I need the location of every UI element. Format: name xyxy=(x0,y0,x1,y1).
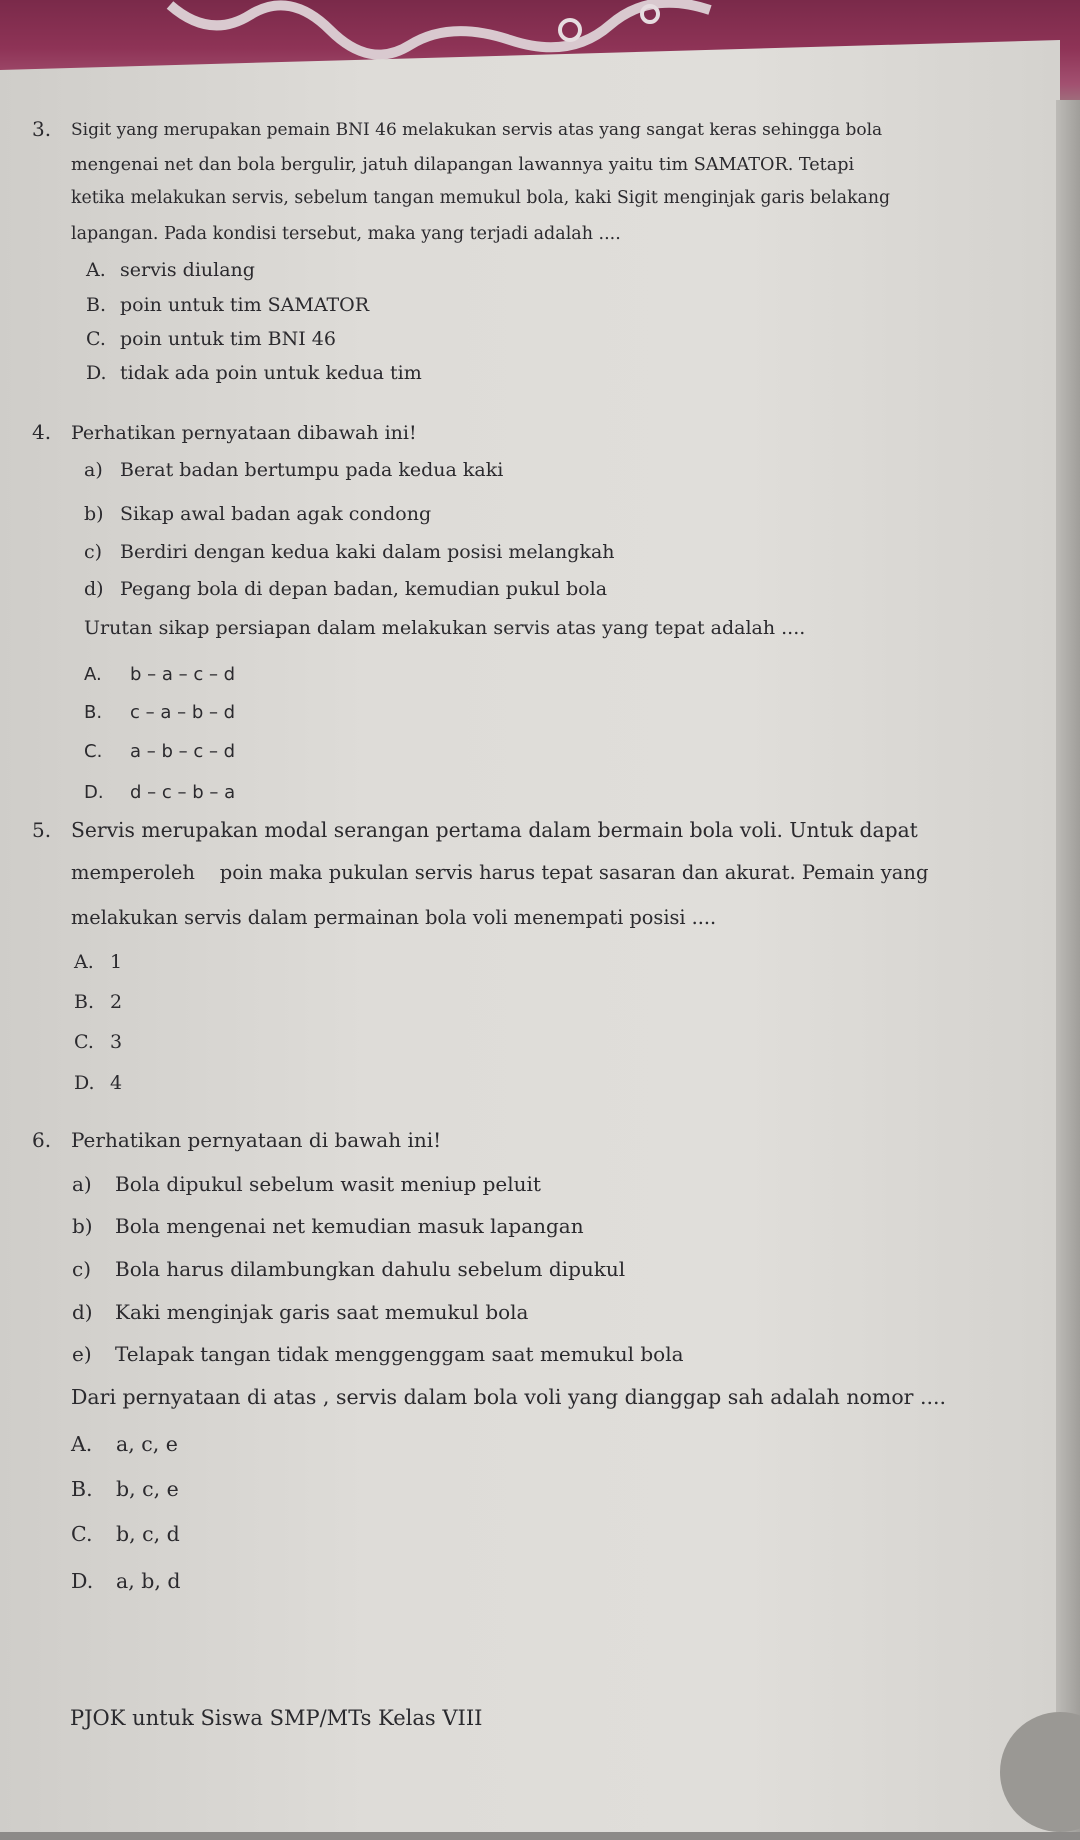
question-number: 4. xyxy=(32,420,52,444)
option-label: B. xyxy=(84,702,103,723)
option-label: C. xyxy=(71,1522,93,1546)
statement-text: Bola harus dilambungkan dahulu sebelum dipukul xyxy=(115,1257,626,1281)
statement-label: d) xyxy=(72,1300,93,1324)
question-text-line: lapangan. Pada kondisi tersebut, maka yang terjadi adalah .... xyxy=(71,224,621,244)
option-label: B. xyxy=(74,991,95,1013)
question-prompt: Dari pernyataan di atas , servis dalam bola voli yang dianggap sah adalah nomor .... xyxy=(71,1385,947,1409)
statement-label: a) xyxy=(84,459,103,481)
option-text: c – a – b – d xyxy=(130,702,236,723)
option-text: b – a – c – d xyxy=(130,664,236,685)
option-text: poin untuk tim SAMATOR xyxy=(120,294,370,316)
statement-text: Sikap awal badan agak condong xyxy=(120,503,432,525)
question-text-line: mengenai net dan bola bergulir, jatuh dilapangan lawannya yaitu tim SAMATOR. Tetapi xyxy=(71,155,855,175)
question-text-line: Servis merupakan modal serangan pertama dalam bermain bola voli. Untuk dapat xyxy=(71,818,918,842)
option-text: a, c, e xyxy=(116,1432,178,1456)
question-text-line: melakukan servis dalam permainan bola voli menempati posisi .... xyxy=(71,906,717,929)
option-text: poin untuk tim BNI 46 xyxy=(120,328,336,350)
option-text: d – c – b – a xyxy=(130,782,236,803)
question-text-line: Sigit yang merupakan pemain BNI 46 melakukan servis atas yang sangat keras sehingga bola xyxy=(71,120,883,140)
page-footer: PJOK untuk Siswa SMP/MTs Kelas VIII xyxy=(70,1706,483,1730)
statement-label: e) xyxy=(72,1342,92,1366)
statement-label: b) xyxy=(84,503,104,525)
option-text: a, b, d xyxy=(116,1569,181,1593)
statement-text: Pegang bola di depan badan, kemudian pukul bola xyxy=(120,578,608,600)
option-label: D. xyxy=(74,1072,95,1094)
option-text: 3 xyxy=(110,1031,123,1053)
statement-label: c) xyxy=(72,1257,92,1281)
option-label: D. xyxy=(86,362,107,384)
question-text-line: ketika melakukan servis, sebelum tangan memukul bola, kaki Sigit menginjak garis belakang xyxy=(71,188,891,208)
question-text-line: Perhatikan pernyataan di bawah ini! xyxy=(71,1128,442,1152)
statement-text: Bola mengenai net kemudian masuk lapangan xyxy=(115,1214,584,1238)
statement-label: b) xyxy=(72,1214,93,1238)
option-label: C. xyxy=(86,328,106,350)
question-number: 6. xyxy=(32,1128,52,1152)
page-edge xyxy=(1056,100,1080,1832)
option-label: A. xyxy=(74,951,94,973)
statement-text: Berat badan bertumpu pada kedua kaki xyxy=(120,459,504,481)
option-label: A. xyxy=(71,1432,93,1456)
question-number: 3. xyxy=(32,117,52,141)
option-text: b, c, e xyxy=(116,1477,179,1501)
option-text: tidak ada poin untuk kedua tim xyxy=(120,362,422,384)
statement-label: d) xyxy=(84,578,104,600)
statement-label: c) xyxy=(84,541,103,563)
statement-label: a) xyxy=(72,1172,92,1196)
option-label: A. xyxy=(84,664,102,685)
statement-text: Kaki menginjak garis saat memukul bola xyxy=(115,1300,529,1324)
statement-text: Telapak tangan tidak menggenggam saat memukul bola xyxy=(115,1342,684,1366)
option-text: 4 xyxy=(110,1072,123,1094)
question-text-line: Perhatikan pernyataan dibawah ini! xyxy=(71,422,417,444)
option-text: 2 xyxy=(110,991,123,1013)
question-prompt: Urutan sikap persiapan dalam melakukan servis atas yang tepat adalah .... xyxy=(84,617,806,639)
option-label: C. xyxy=(84,741,103,762)
option-label: B. xyxy=(71,1477,93,1501)
option-label: D. xyxy=(84,782,104,803)
option-label: B. xyxy=(86,294,107,316)
option-text: 1 xyxy=(110,951,123,973)
statement-text: Berdiri dengan kedua kaki dalam posisi melangkah xyxy=(120,541,615,563)
option-text: b, c, d xyxy=(116,1522,180,1546)
question-text-line: memperoleh poin maka pukulan servis harus tepat sasaran dan akurat. Pemain yang xyxy=(71,861,929,884)
option-text: a – b – c – d xyxy=(130,741,236,762)
option-text: servis diulang xyxy=(120,259,255,281)
option-label: D. xyxy=(71,1569,94,1593)
question-number: 5. xyxy=(32,818,52,842)
option-label: A. xyxy=(86,259,106,281)
option-label: C. xyxy=(74,1031,94,1053)
statement-text: Bola dipukul sebelum wasit meniup peluit xyxy=(115,1172,541,1196)
